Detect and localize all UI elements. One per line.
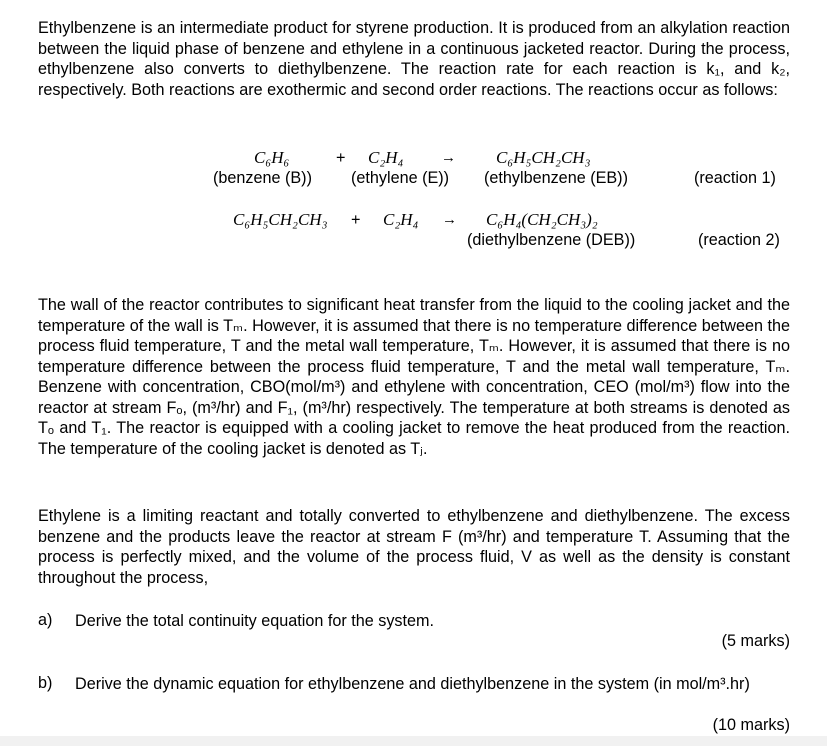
reaction-arrow: →: [441, 149, 456, 166]
question-marks: (5 marks): [721, 632, 790, 650]
ethylbenzene-formula: C₆H₅CH₂CH₃: [233, 210, 328, 229]
diethylbenzene-name: (diethylbenzene (DEB)): [467, 231, 636, 249]
assumptions-paragraph: Ethylene is a limiting reactant and totally converted to ethylbenzene and diethylbenzene. The excess benzene and the products leave the reactor at stream F (m³/hr) and temperature T. Assuming that the process is perfectly mixed, and the volume of the process fluid, V as well as the density is constant throughout the process,: [38, 507, 790, 587]
question-marks: (10 marks): [712, 716, 790, 734]
bottom-scrollbar-track: [0, 736, 827, 746]
ethylene-formula: C₂H₄: [368, 148, 404, 167]
ethylene-name: (ethylene (E)): [351, 169, 450, 187]
ethylbenzene-name: (ethylbenzene (EB)): [484, 169, 628, 187]
benzene-formula: C₆H₆: [254, 148, 290, 167]
benzene-name: (benzene (B)): [213, 169, 312, 187]
plus-sign: +: [336, 149, 346, 167]
ethylene-formula: C₂H₄: [383, 210, 419, 229]
question-letter: a): [38, 611, 53, 629]
question-text: Derive the total continuity equation for the system.: [75, 612, 435, 630]
diethylbenzene-formula: C₆H₄(CH₂CH₃)₂: [486, 210, 598, 229]
reaction-2-label: (reaction 2): [698, 231, 780, 249]
question-text: Derive the dynamic equation for ethylbenzene and diethylbenzene in the system (in mol/m³.hr): [75, 675, 750, 693]
ethylbenzene-formula: C₆H₅CH₂CH₃: [496, 148, 591, 167]
heat-transfer-paragraph: The wall of the reactor contributes to significant heat transfer from the liquid to the cooling jacket and the temperature of the wall is Tₘ. However, it is assumed that there is no temperature difference between the process fluid temperature, T and the metal wall temperature, Tₘ. However, it is assumed that there is no temperature difference between the process fluid temperature, T and the metal wall temperature, Tₘ. Benzene with concentration, CBO(mol/m³) and ethylene with concentration, CEO (mol/m³) flow into the reactor at stream Fₒ, (m³/hr) and F₁, (m³/hr) respectively. The temperature at both streams is denoted as Tₒ and T₁. The reactor is equipped with a cooling jacket to remove the heat produced from the reaction. The temperature of the cooling jacket is denoted as Tⱼ.: [38, 296, 790, 458]
reaction-1-label: (reaction 1): [694, 169, 776, 187]
question-letter: b): [38, 674, 53, 692]
plus-sign: +: [351, 211, 361, 229]
intro-paragraph: Ethylbenzene is an intermediate product for styrene production. It is produced from an alkylation reaction between the liquid phase of benzene and ethylene in a continuous jacketed reactor. During the process, ethylbenzene also converts to diethylbenzene. The reaction rate for each reaction is k₁, and k₂, respectively. Both reactions are exothermic and second order reactions. The reactions occur as follows:: [38, 19, 790, 99]
reaction-arrow: →: [442, 211, 457, 228]
